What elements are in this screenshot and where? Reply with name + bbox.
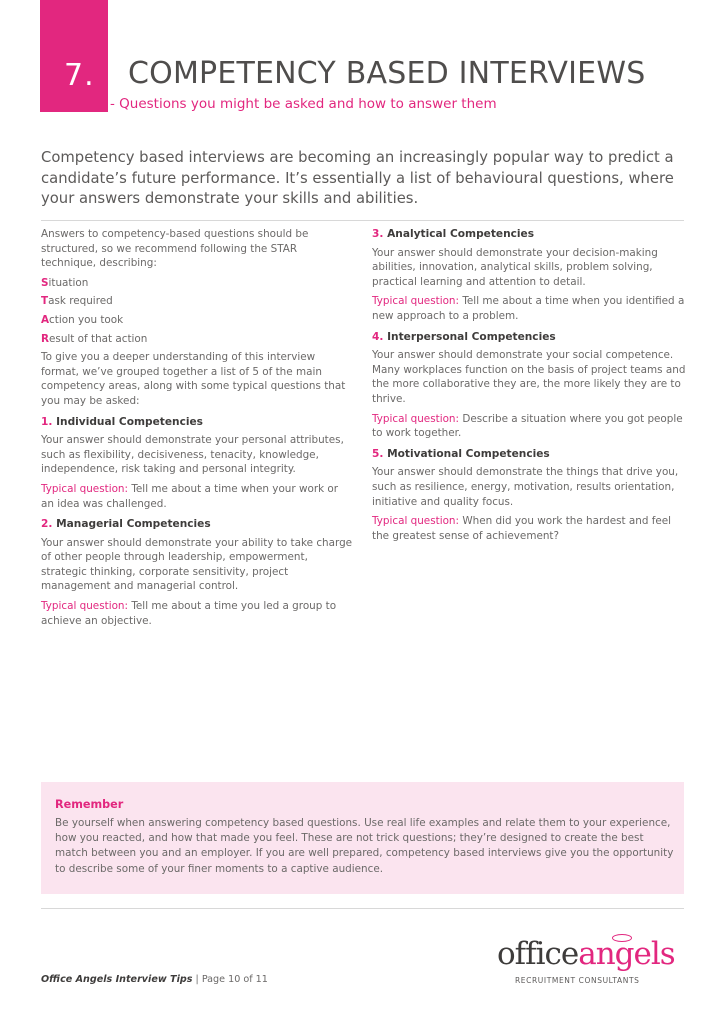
typical-question-individual: Typical question: Tell me about a time when your work or an idea was challenged. (41, 482, 339, 510)
chapter-number: 7. (64, 58, 95, 93)
section-body-interpersonal: Your answer should demonstrate your social competence. Many workplaces function on the basis of project teams and the more collaborative they are, the more likely they are to thrive. (372, 349, 686, 405)
footer-page-number: Page 10 of 11 (201, 974, 268, 985)
office-angels-logo (497, 934, 687, 990)
logo-tagline: RECRUITMENT CONSULTANTS (515, 976, 640, 985)
typical-question-motivational: Typical question: When did you work the hardest and feel the greatest sense of achievement? (372, 515, 672, 542)
left-column (41, 227, 353, 633)
intro-paragraph: Competency based interviews are becoming an increasingly popular way to predict a candidate’s future performance. It’s essentially a list of behavioural questions, where your answers demonstrate your skills and abilities. (41, 149, 674, 207)
typical-question-interpersonal: Typical question: Describe a situation where you got people to work together. (372, 412, 683, 440)
star-item-action: Action you took (41, 313, 124, 326)
section-heading-analytical: 3. Analytical Competencies (372, 228, 535, 240)
page-title: COMPETENCY BASED INTERVIEWS (128, 56, 646, 91)
areas-intro: To give you a deeper understanding of this interview format, we’ve grouped together a list of 5 of the main competency areas, along with some typical questions that you may be asked: (41, 351, 346, 407)
remember-title: Remember (55, 798, 124, 811)
star-intro: Answers to competency-based questions should be structured, so we recommend following the STAR technique, describing: (41, 228, 309, 270)
footer-separator: | (192, 974, 202, 985)
divider-top (41, 220, 684, 221)
divider-bottom (41, 908, 684, 909)
star-item-task: Task required (41, 295, 113, 308)
section-heading-individual: 1. Individual Competencies (41, 415, 203, 428)
section-body-individual: Your answer should demonstrate your personal attributes, such as flexibility, decisiveness, tenacity, knowledge, independence, risk taking and personal integrity. (41, 434, 344, 476)
star-item-situation: Situation (41, 276, 89, 289)
star-item-result: Result of that action (41, 332, 148, 345)
footer-brand: Office Angels Interview Tips (41, 974, 193, 985)
remember-text: Be yourself when answering competency based questions. Use real life examples and relate them to your experience, how you reacted, and how that made you feel. These are not trick questions; they’re designed to create the best match between you and an employer. If you are well prepared, competency based interviews give you the opportunity to describe some of your finer moments to a captive audience. (55, 817, 674, 875)
chapter-number-block (40, 0, 108, 112)
section-body-analytical: Your answer should demonstrate your decision-making abilities, innovation, analytical skills, problem solving, practical learning and attention to detail. (372, 246, 658, 288)
typical-question-managerial: Typical question: Tell me about a time you led a group to achieve an objective. (41, 600, 337, 627)
page-footer (41, 974, 268, 985)
remember-box (41, 782, 684, 894)
page-subtitle: - Questions you might be asked and how to answer them (110, 96, 497, 112)
section-heading-managerial: 2. Managerial Competencies (41, 518, 211, 531)
section-heading-interpersonal: 4. Interpersonal Competencies (372, 330, 556, 343)
section-body-managerial: Your answer should demonstrate your ability to take charge of other people through leadership, empowerment, strategic thinking, corporate sensitivity, project management and managerial control. (41, 536, 353, 593)
section-body-motivational: Your answer should demonstrate the things that drive you, such as resilience, energy, motivation, results orientation, initiative and quality focus. (372, 466, 679, 508)
typical-question-analytical: Typical question: Tell me about a time when you identified a new approach to a problem. (372, 295, 685, 322)
right-column (372, 227, 686, 548)
section-heading-motivational: 5. Motivational Competencies (372, 447, 550, 460)
logo-wordmark: officeangels (497, 936, 675, 972)
